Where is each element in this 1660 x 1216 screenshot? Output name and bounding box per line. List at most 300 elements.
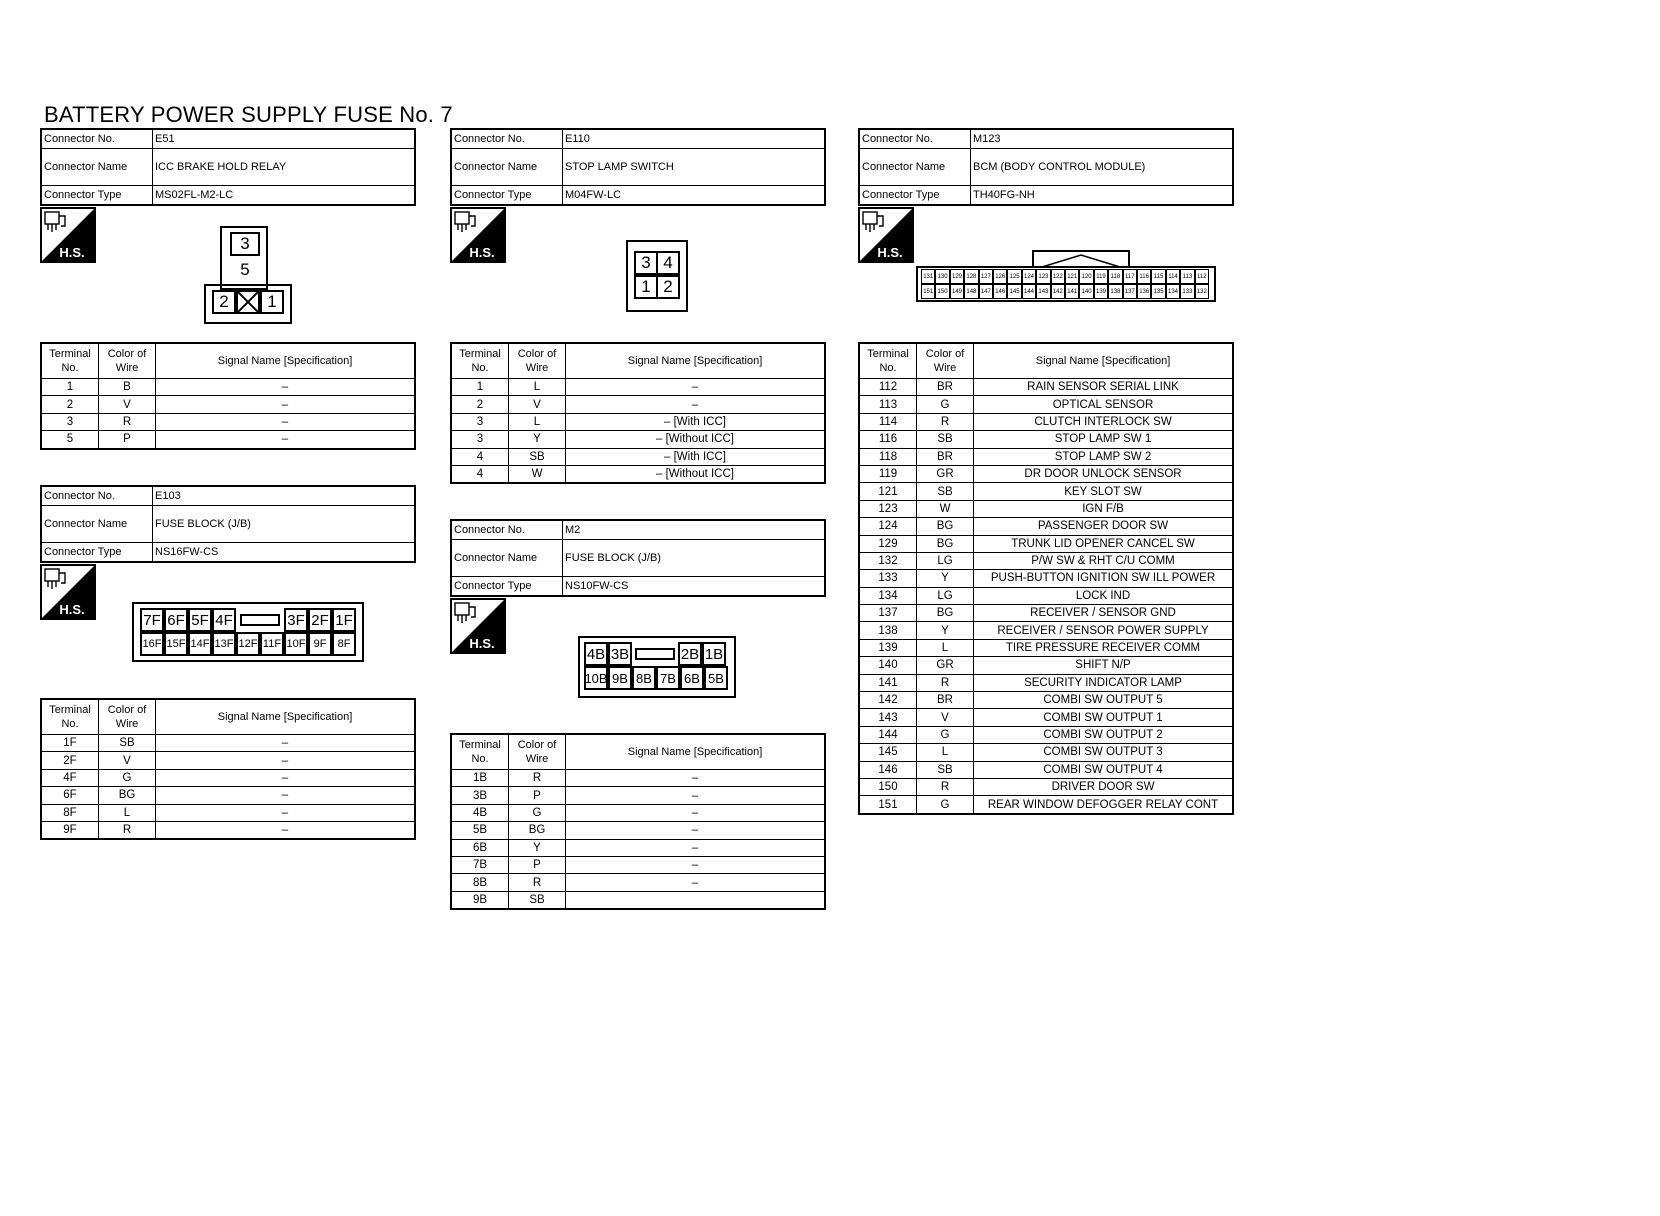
signal-name-cell: COMBI SW OUTPUT 1 [974,709,1234,726]
wire-color-cell: L [509,413,566,430]
pin-cell: 14F [188,632,212,656]
table-row [451,891,825,909]
terminal-no-cell: 143 [859,709,917,726]
pin-cell: 147 [979,284,993,299]
table-row [41,735,415,752]
pin-cell: 120 [1079,269,1093,284]
terminal-table-e51 [40,342,416,450]
pin-cell: 8F [332,632,356,656]
table-row [859,518,1233,535]
pin-cell: 4F [212,608,236,632]
connector-name-label: Connector Name [41,506,153,543]
wire-color-cell: P [509,856,566,873]
pin-cell: 5B [704,666,728,690]
pin-cell: 7B [656,666,680,690]
signal-name-cell: – [156,804,416,821]
pin-cell: 114 [1166,269,1180,284]
signal-name-cell: – [156,396,416,413]
terminal-no-cell: 113 [859,396,917,413]
pin-cell: 121 [1065,269,1079,284]
pin-cell: 10B [584,666,608,690]
pin-cell: 129 [950,269,964,284]
pin-cell: 113 [1180,269,1194,284]
signal-name-cell: – [156,752,416,769]
harness-side-icon [450,207,506,263]
wire-color-cell: V [509,396,566,413]
pin-cell: 15F [164,632,188,656]
connector-type-value: M04FW-LC [563,186,826,206]
pin-cell: 132 [1195,284,1209,299]
terminal-no-cell: 9B [451,891,509,909]
connector-e51-info [40,128,416,206]
pin-cell: 3F [284,608,308,632]
signal-header: Signal Name [Specification] [974,343,1234,379]
pin-cell: 9B [608,666,632,690]
pin-cell: 4B [584,642,608,666]
harness-side-icon [858,207,914,263]
terminal-no-cell: 9F [41,821,99,839]
wire-color-cell: G [509,804,566,821]
table-row [451,874,825,891]
terminal-no-header: Terminal No. [451,734,509,770]
connector-e103-info [40,485,416,563]
terminal-no-cell: 140 [859,657,917,674]
terminal-no-cell: 8F [41,804,99,821]
wire-color-cell: BG [917,605,974,622]
terminal-no-cell: 3 [451,431,509,448]
pin-cell: 131 [921,269,935,284]
terminal-no-cell: 133 [859,570,917,587]
wire-color-cell: SB [917,761,974,778]
table-row [859,431,1233,448]
pin-cell: 1 [634,275,658,299]
table-row [451,465,825,483]
signal-name-cell: OPTICAL SENSOR [974,396,1234,413]
hs-icon-graphic [40,564,96,620]
pin-cell: 7F [140,608,164,632]
pin-cell: 5 [240,260,250,279]
pin-cell: 3 [634,251,658,275]
color-header: Color of Wire [917,343,974,379]
pin-cell: 148 [964,284,978,299]
signal-name-cell: – [With ICC] [566,448,826,465]
connector-no-value: M2 [563,520,826,540]
terminal-no-cell: 146 [859,761,917,778]
pin-cell: 135 [1151,284,1165,299]
wire-color-cell: R [917,674,974,691]
pin-cell: 143 [1036,284,1050,299]
table-row [859,483,1233,500]
pin-cell: 146 [993,284,1007,299]
terminal-no-cell: 112 [859,379,917,396]
pin-cell: 112 [1195,269,1209,284]
connector-no-label: Connector No. [859,129,971,149]
connector-type-value: TH40FG-NH [971,186,1234,206]
terminal-no-cell: 132 [859,552,917,569]
wire-color-cell: SB [917,483,974,500]
table-row [859,692,1233,709]
table-row [41,804,415,821]
table-row [41,821,415,839]
terminal-no-cell: 4 [451,448,509,465]
terminal-no-cell: 137 [859,605,917,622]
connector-type-label: Connector Type [41,186,153,206]
wire-color-cell: W [509,465,566,483]
pin-cell: 115 [1151,269,1165,284]
connector-no-label: Connector No. [451,129,563,149]
pin-cell: 137 [1123,284,1137,299]
connector-e110-info [450,128,826,206]
connector-type-value: NS16FW-CS [153,543,416,563]
signal-name-cell: STOP LAMP SW 2 [974,448,1234,465]
terminal-no-cell: 1 [41,379,99,396]
terminal-no-cell: 3B [451,787,509,804]
signal-name-cell: STOP LAMP SW 1 [974,431,1234,448]
terminal-table-e110 [450,342,826,484]
signal-name-cell: SECURITY INDICATOR LAMP [974,674,1234,691]
wire-color-cell: BR [917,448,974,465]
wire-color-cell: G [99,769,156,786]
wire-color-cell: BG [917,518,974,535]
signal-name-cell: REAR WINDOW DEFOGGER RELAY CONT [974,796,1234,814]
wire-color-cell: LG [917,587,974,604]
table-row [451,787,825,804]
page-title: BATTERY POWER SUPPLY FUSE No. 7 [44,102,453,127]
wire-color-cell: R [99,413,156,430]
connector-key-slot [635,648,675,660]
connector-e110-face [626,240,688,312]
wire-color-cell: BR [917,379,974,396]
signal-name-cell: KEY SLOT SW [974,483,1234,500]
terminal-no-cell: 150 [859,778,917,795]
terminal-no-cell: 4B [451,804,509,821]
signal-name-cell: COMBI SW OUTPUT 2 [974,726,1234,743]
terminal-no-cell: 119 [859,465,917,482]
signal-name-cell: – [566,804,826,821]
signal-name-cell: – [156,413,416,430]
signal-name-cell: – [566,787,826,804]
terminal-table-e103 [40,698,416,840]
pin-cell: 11F [260,632,284,656]
wire-color-cell: L [917,639,974,656]
terminal-table-m123 [858,342,1234,815]
terminal-no-cell: 121 [859,483,917,500]
wire-color-cell: Y [917,622,974,639]
signal-header: Signal Name [Specification] [156,343,416,379]
hs-icon-graphic [450,207,506,263]
table-row [451,822,825,839]
pin-cell: 139 [1094,284,1108,299]
signal-header: Signal Name [Specification] [566,343,826,379]
wire-color-cell: R [509,770,566,787]
terminal-no-cell: 1B [451,770,509,787]
terminal-no-cell: 4 [451,465,509,483]
pin-cell: 8B [632,666,656,690]
wire-color-cell: LG [917,552,974,569]
signal-name-cell: – [156,821,416,839]
signal-name-cell: LOCK IND [974,587,1234,604]
wire-color-cell: L [917,744,974,761]
pin-cell: 150 [935,284,949,299]
terminal-no-cell: 5 [41,431,99,449]
signal-name-cell: – [566,770,826,787]
terminal-no-cell: 2 [451,396,509,413]
pin-cell: 140 [1079,284,1093,299]
pin-cell: 1F [332,608,356,632]
pin-cell: 151 [921,284,935,299]
table-row [859,535,1233,552]
table-row [41,379,415,396]
harness-side-icon [40,207,96,263]
signal-name-cell: – [Without ICC] [566,431,826,448]
table-row [859,639,1233,656]
signal-header: Signal Name [Specification] [566,734,826,770]
pin-cell: 138 [1108,284,1122,299]
signal-name-cell: RECEIVER / SENSOR POWER SUPPLY [974,622,1234,639]
pin-cell: 2F [308,608,332,632]
connector-e103-face [132,602,364,662]
pin-cell: 10F [284,632,308,656]
wire-color-cell: GR [917,465,974,482]
signal-name-cell: – [156,379,416,396]
color-header: Color of Wire [99,343,156,379]
terminal-no-cell: 124 [859,518,917,535]
terminal-no-cell: 7B [451,856,509,873]
table-row [859,796,1233,814]
signal-name-cell: – [156,735,416,752]
signal-name-cell: – [Without ICC] [566,465,826,483]
connector-no-label: Connector No. [41,129,153,149]
pin-cell: 12F [236,632,260,656]
table-row [859,587,1233,604]
pin-cell: 2 [212,290,236,314]
wire-color-cell: BR [917,692,974,709]
connector-m2-face [578,636,736,698]
svg-text:H.S.: H.S. [59,245,85,260]
connector-name-value: FUSE BLOCK (J/B) [153,506,416,543]
terminal-no-cell: 141 [859,674,917,691]
wire-color-cell: P [99,431,156,449]
signal-name-cell: – [566,379,826,396]
table-row [41,413,415,430]
wire-color-cell: V [917,709,974,726]
table-row [859,778,1233,795]
signal-name-cell: – [156,787,416,804]
pin-cell: 141 [1065,284,1079,299]
connector-type-value: MS02FL-M2-LC [153,186,416,206]
signal-name-cell: – [With ICC] [566,413,826,430]
wire-color-cell: V [99,752,156,769]
signal-name-cell: IGN F/B [974,500,1234,517]
signal-name-cell: TRUNK LID OPENER CANCEL SW [974,535,1234,552]
terminal-no-cell: 1F [41,735,99,752]
pin-cell: 1 [260,290,284,314]
connector-type-label: Connector Type [451,186,563,206]
connector-no-value: M123 [971,129,1234,149]
wire-color-cell: R [917,413,974,430]
pin-cell: 118 [1108,269,1122,284]
terminal-no-cell: 6F [41,787,99,804]
terminal-no-cell: 139 [859,639,917,656]
table-row [41,752,415,769]
wire-color-cell: SB [917,431,974,448]
connector-type-value: NS10FW-CS [563,577,826,597]
connector-no-label: Connector No. [41,486,153,506]
harness-side-icon [450,598,506,654]
table-row [859,465,1233,482]
terminal-no-cell: 114 [859,413,917,430]
signal-name-cell: TIRE PRESSURE RECEIVER COMM [974,639,1234,656]
connector-type-label: Connector Type [41,543,153,563]
pin-cell: 149 [950,284,964,299]
terminal-no-cell: 8B [451,874,509,891]
pin-cell: 4 [656,251,680,275]
wire-color-cell: R [509,874,566,891]
terminal-no-cell: 4F [41,769,99,786]
hs-icon-graphic [40,207,96,263]
table-row [859,413,1233,430]
terminal-no-header: Terminal No. [451,343,509,379]
connector-key-slot [240,614,280,626]
connector-no-value: E51 [153,129,416,149]
terminal-no-header: Terminal No. [859,343,917,379]
pin-cell: 122 [1051,269,1065,284]
wire-color-cell: SB [509,891,566,909]
terminal-no-cell: 5B [451,822,509,839]
wire-color-cell: Y [509,839,566,856]
table-row [451,448,825,465]
wire-color-cell: G [917,796,974,814]
terminal-no-cell: 123 [859,500,917,517]
table-row [451,379,825,396]
signal-name-cell: SHIFT N/P [974,657,1234,674]
pin-cell: 134 [1166,284,1180,299]
connector-no-label: Connector No. [451,520,563,540]
svg-text:H.S.: H.S. [877,245,903,260]
terminal-no-cell: 2F [41,752,99,769]
table-row [859,500,1233,517]
connector-type-label: Connector Type [451,577,563,597]
table-row [451,396,825,413]
pin-cell: 117 [1123,269,1137,284]
table-row [451,839,825,856]
terminal-no-header: Terminal No. [41,343,99,379]
wire-color-cell: SB [99,735,156,752]
signal-name-cell [566,891,826,909]
wire-color-cell: R [917,778,974,795]
pin-cell: 13F [212,632,236,656]
wire-color-cell: P [509,787,566,804]
wire-color-cell: BG [99,787,156,804]
connector-name-value: STOP LAMP SWITCH [563,149,826,186]
connector-name-value: ICC BRAKE HOLD RELAY [153,149,416,186]
signal-name-cell: P/W SW & RHT C/U COMM [974,552,1234,569]
terminal-no-cell: 129 [859,535,917,552]
connector-e51-face [204,226,292,324]
signal-name-cell: COMBI SW OUTPUT 4 [974,761,1234,778]
wire-color-cell: GR [917,657,974,674]
wire-color-cell: BG [917,535,974,552]
cavity-x [236,290,260,314]
pin-cell: 119 [1094,269,1108,284]
pin-cell: 116 [1137,269,1151,284]
connector-no-value: E110 [563,129,826,149]
table-row [859,396,1233,413]
svg-text:H.S.: H.S. [59,602,85,617]
connector-m123-face [916,266,1216,302]
table-row [41,769,415,786]
terminal-no-cell: 142 [859,692,917,709]
signal-name-cell: – [156,769,416,786]
pin-cell: 144 [1022,284,1036,299]
color-header: Color of Wire [509,734,566,770]
wire-color-cell: W [917,500,974,517]
pin-cell: 6B [680,666,704,690]
table-row [859,605,1233,622]
pin-cell: 130 [935,269,949,284]
terminal-no-cell: 6B [451,839,509,856]
table-row [859,622,1233,639]
terminal-no-cell: 118 [859,448,917,465]
table-row [859,379,1233,396]
pin-cell: 5F [188,608,212,632]
terminal-no-cell: 151 [859,796,917,814]
pin-cell: 3B [608,642,632,666]
connector-m123-info [858,128,1234,206]
hs-icon-graphic [450,598,506,654]
connector-name-label: Connector Name [41,149,153,186]
table-row [859,744,1233,761]
pin-cell: 6F [164,608,188,632]
table-row [41,431,415,449]
pin-cell: 128 [964,269,978,284]
signal-name-cell: PASSENGER DOOR SW [974,518,1234,535]
pin-cell: 136 [1137,284,1151,299]
table-row [451,770,825,787]
harness-side-icon [40,564,96,620]
table-row [451,413,825,430]
pin-cell: 127 [979,269,993,284]
terminal-no-cell: 144 [859,726,917,743]
table-row [859,570,1233,587]
signal-name-cell: PUSH-BUTTON IGNITION SW ILL POWER [974,570,1234,587]
signal-name-cell: – [156,431,416,449]
terminal-no-cell: 116 [859,431,917,448]
connector-name-label: Connector Name [451,540,563,577]
table-row [41,396,415,413]
terminal-no-header: Terminal No. [41,699,99,735]
pin-cell: 2B [678,642,702,666]
wire-color-cell: L [509,379,566,396]
table-row [859,674,1233,691]
signal-name-cell: RECEIVER / SENSOR GND [974,605,1234,622]
signal-name-cell: DRIVER DOOR SW [974,778,1234,795]
wire-color-cell: BG [509,822,566,839]
connector-name-value: FUSE BLOCK (J/B) [563,540,826,577]
connector-name-label: Connector Name [451,149,563,186]
table-row [859,709,1233,726]
signal-name-cell: RAIN SENSOR SERIAL LINK [974,379,1234,396]
signal-name-cell: COMBI SW OUTPUT 3 [974,744,1234,761]
pin-cell: 124 [1022,269,1036,284]
pin-cell: 123 [1036,269,1050,284]
table-row [859,657,1233,674]
table-row [451,856,825,873]
pin-cell: 16F [140,632,164,656]
connector-m2-info [450,519,826,597]
terminal-no-cell: 2 [41,396,99,413]
pin-cell: 1B [702,642,726,666]
